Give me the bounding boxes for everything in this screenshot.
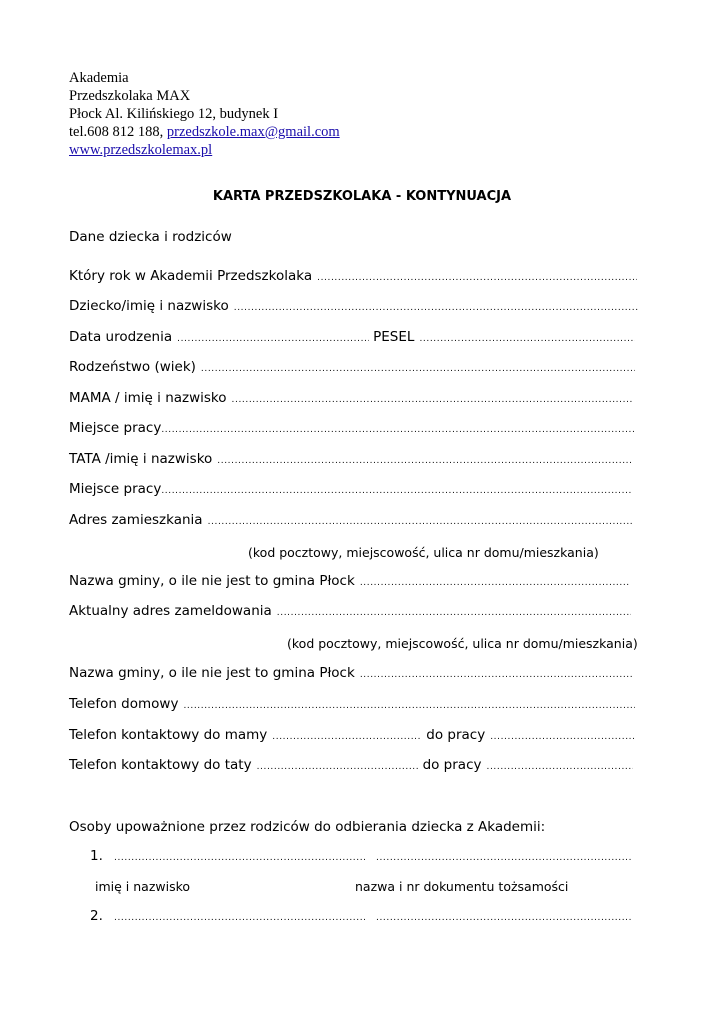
authorized-heading: Osoby upoważnione przez rodziców do odbierania dziecka z Akademii:	[69, 819, 546, 835]
field-father-work-phone-label: do pracy	[422, 757, 482, 773]
authorized-row-2[interactable]	[90, 908, 633, 928]
field-father-phone[interactable]	[69, 757, 633, 777]
field-address[interactable]	[69, 512, 632, 532]
website-link[interactable]: www.przedszkolemax.pl	[69, 142, 213, 158]
field-siblings-blank[interactable]	[201, 359, 635, 379]
field-home-phone-blank[interactable]	[183, 696, 635, 716]
field-father-phone-label: Telefon kontaktowy do taty	[69, 757, 252, 773]
field-birth-pesel[interactable]	[69, 329, 635, 349]
field-father-name-blank[interactable]	[217, 451, 633, 471]
header-line-2: Przedszkolaka MAX	[69, 88, 191, 104]
registered-address-hint: (kod pocztowy, miejscowość, ulica nr domu/mieszkania)	[287, 636, 638, 651]
field-father-name[interactable]	[69, 451, 633, 471]
field-commune-1-label: Nazwa gminy, o ile nie jest to gmina Płock	[69, 573, 355, 589]
section-heading: Dane dziecka i rodziców	[69, 229, 232, 245]
field-year-label: Który rok w Akademii Przedszkolaka	[69, 268, 313, 284]
field-siblings[interactable]	[69, 359, 635, 379]
field-year[interactable]	[69, 268, 637, 288]
authorized-row-2-number: 2.	[90, 908, 103, 924]
field-mother-name[interactable]	[69, 390, 633, 410]
header-address: Płock Al. Kilińskiego 12, budynek I	[69, 106, 279, 122]
header-contact	[69, 123, 340, 141]
address-hint: (kod pocztowy, miejscowość, ulica nr domu/mieszkania)	[248, 545, 599, 560]
field-father-work-phone-blank[interactable]	[487, 757, 634, 777]
authorized-row-1-number: 1.	[90, 848, 103, 864]
field-registered-address-blank[interactable]	[277, 603, 631, 623]
email-link[interactable]: przedszkole.max@gmail.com	[166, 124, 340, 140]
authorized-row-1[interactable]	[90, 848, 633, 868]
field-mother-phone-label: Telefon kontaktowy do mamy	[69, 727, 268, 743]
authorized-row-2-name-blank[interactable]	[114, 908, 366, 928]
field-birth-date-blank[interactable]	[177, 329, 369, 349]
authorized-row-1-doc-blank[interactable]	[376, 848, 633, 868]
field-mother-phone[interactable]	[69, 727, 635, 747]
field-pesel-blank[interactable]	[419, 329, 635, 349]
header-line-1: Akademia	[69, 70, 129, 86]
field-father-work-blank[interactable]	[161, 481, 631, 501]
field-registered-address-label: Aktualny adres zameldowania	[69, 603, 272, 619]
field-father-name-label: TATA /imię i nazwisko	[69, 451, 213, 467]
field-commune-2[interactable]	[69, 665, 633, 685]
field-address-label: Adres zamieszkania	[69, 512, 203, 528]
field-registered-address[interactable]	[69, 603, 631, 623]
header	[69, 69, 340, 159]
page-title: KARTA PRZEDSZKOLAKA - KONTYNUACJA	[212, 189, 512, 204]
field-father-work[interactable]	[69, 481, 631, 501]
field-mother-phone-blank[interactable]	[272, 727, 422, 747]
field-home-phone[interactable]	[69, 696, 635, 716]
field-father-phone-blank[interactable]	[257, 757, 419, 777]
field-home-phone-label: Telefon domowy	[69, 696, 179, 712]
field-mother-work-label: Miejsce pracy	[69, 420, 162, 436]
field-father-work-label: Miejsce pracy	[69, 481, 162, 497]
field-child-name-blank[interactable]	[234, 298, 639, 318]
field-commune-1-blank[interactable]	[360, 573, 629, 593]
field-commune-2-blank[interactable]	[360, 665, 633, 685]
field-child-name-label: Dziecko/imię i nazwisko	[69, 298, 229, 314]
field-mother-name-label: MAMA / imię i nazwisko	[69, 390, 227, 406]
field-mother-work-phone-label: do pracy	[426, 727, 486, 743]
field-mother-name-blank[interactable]	[232, 390, 633, 410]
authorized-row-1-name-blank[interactable]	[114, 848, 366, 868]
authorized-row-2-doc-blank[interactable]	[376, 908, 633, 928]
field-commune-2-label: Nazwa gminy, o ile nie jest to gmina Płock	[69, 665, 355, 681]
document-caption: nazwa i nr dokumentu tożsamości	[355, 879, 569, 894]
field-mother-work[interactable]	[69, 420, 635, 440]
field-commune-1[interactable]	[69, 573, 629, 593]
field-birth-date-label: Data urodzenia	[69, 329, 173, 345]
field-mother-work-phone-blank[interactable]	[490, 727, 635, 747]
field-child-name[interactable]	[69, 298, 639, 318]
field-year-blank[interactable]	[317, 268, 637, 288]
field-address-blank[interactable]	[208, 512, 632, 532]
field-pesel-label: PESEL	[373, 329, 415, 345]
name-caption: imię i nazwisko	[95, 879, 191, 894]
field-siblings-label: Rodzeństwo (wiek)	[69, 359, 196, 375]
header-phone: tel.608 812 188,	[69, 124, 167, 140]
field-mother-work-blank[interactable]	[161, 420, 635, 440]
